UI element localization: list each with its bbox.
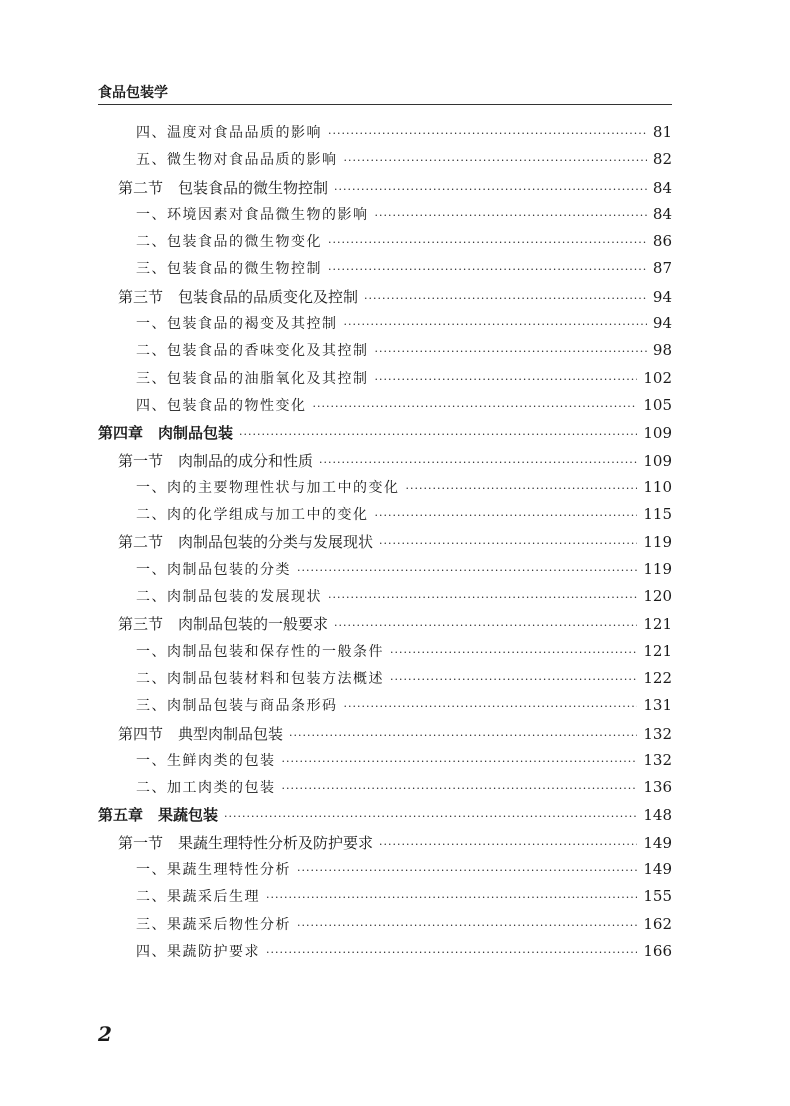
toc-entry-title: 二、包装食品的香味变化及其控制 xyxy=(136,343,369,360)
toc-section-row[interactable] xyxy=(98,450,672,477)
toc-item-row[interactable] xyxy=(98,368,672,395)
dot-leader xyxy=(328,591,637,604)
toc-page-number: 119 xyxy=(643,559,672,578)
toc-item-row[interactable] xyxy=(98,149,672,176)
dot-leader xyxy=(239,428,637,441)
toc-section-row[interactable] xyxy=(98,723,672,750)
dot-leader xyxy=(297,564,637,577)
toc-entry-title: 五、微生物对食品品质的影响 xyxy=(136,152,338,169)
toc-section-row[interactable] xyxy=(98,832,672,859)
book-title: 食品包装学 xyxy=(98,85,168,101)
toc-entry-title: 二、果蔬采后生理 xyxy=(136,889,260,906)
dot-leader xyxy=(334,183,647,196)
dot-leader xyxy=(406,482,638,495)
toc-entry-title: 四、果蔬防护要求 xyxy=(136,943,260,960)
toc-item-row[interactable] xyxy=(98,859,672,886)
toc-page-number: 132 xyxy=(643,724,672,743)
toc-entry-title: 二、加工肉类的包装 xyxy=(136,780,276,797)
toc-entry-title: 二、包装食品的微生物变化 xyxy=(136,234,322,251)
toc-section-row[interactable] xyxy=(98,177,672,204)
toc-entry-title: 一、生鲜肉类的包装 xyxy=(136,752,276,769)
toc-entry-title: 第二节 包装食品的微生物控制 xyxy=(118,178,329,197)
toc-page-number: 94 xyxy=(652,287,672,306)
toc-page-number: 87 xyxy=(652,259,672,278)
toc-section-row[interactable] xyxy=(98,531,672,558)
toc-item-row[interactable] xyxy=(98,750,672,777)
toc-page-number: 120 xyxy=(643,587,672,606)
toc-page-number: 131 xyxy=(643,696,672,715)
toc-page-number: 148 xyxy=(643,806,672,825)
toc-item-row[interactable] xyxy=(98,204,672,231)
toc-chapter-row[interactable] xyxy=(98,804,672,831)
toc-page-number: 94 xyxy=(652,314,672,333)
toc-entry-title: 一、环境因素对食品微生物的影响 xyxy=(136,206,369,223)
toc-page-number: 166 xyxy=(643,941,672,960)
dot-leader xyxy=(266,946,637,959)
dot-leader xyxy=(328,263,647,276)
toc-page-number: 105 xyxy=(643,395,672,414)
toc-page-number: 149 xyxy=(643,860,672,879)
toc-entry-title: 三、果蔬采后物性分析 xyxy=(136,916,291,933)
toc-page-number: 136 xyxy=(643,778,672,797)
dot-leader xyxy=(297,864,637,877)
toc-item-row[interactable] xyxy=(98,559,672,586)
dot-leader xyxy=(344,154,647,167)
toc-page-number: 162 xyxy=(643,914,672,933)
toc-item-row[interactable] xyxy=(98,477,672,504)
dot-leader xyxy=(375,509,638,522)
toc-item-row[interactable] xyxy=(98,586,672,613)
toc-entry-title: 一、包装食品的褐变及其控制 xyxy=(136,316,338,333)
dot-leader xyxy=(390,673,637,686)
table-of-contents xyxy=(98,122,672,968)
dot-leader xyxy=(282,782,638,795)
page-number: 2 xyxy=(98,1022,112,1046)
toc-entry-title: 二、肉制品包装材料和包装方法概述 xyxy=(136,670,384,687)
dot-leader xyxy=(282,755,638,768)
toc-entry-title: 第一节 果蔬生理特性分析及防护要求 xyxy=(118,833,374,852)
toc-item-row[interactable] xyxy=(98,941,672,968)
dot-leader xyxy=(344,318,647,331)
toc-entry-title: 二、肉的化学组成与加工中的变化 xyxy=(136,507,369,524)
dot-leader xyxy=(297,919,637,932)
toc-item-row[interactable] xyxy=(98,777,672,804)
toc-page-number: 86 xyxy=(652,232,672,251)
toc-page-number: 115 xyxy=(643,505,672,524)
toc-entry-title: 第四章 肉制品包装 xyxy=(98,424,234,443)
toc-entry-title: 第二节 肉制品包装的分类与发展现状 xyxy=(118,533,374,552)
toc-item-row[interactable] xyxy=(98,340,672,367)
toc-page-number: 149 xyxy=(643,833,672,852)
toc-item-row[interactable] xyxy=(98,395,672,422)
dot-leader xyxy=(319,456,637,469)
toc-item-row[interactable] xyxy=(98,695,672,722)
toc-section-row[interactable] xyxy=(98,613,672,640)
toc-page-number: 122 xyxy=(643,668,672,687)
toc-page-number: 109 xyxy=(643,424,672,443)
toc-entry-title: 二、肉制品包装的发展现状 xyxy=(136,589,322,606)
dot-leader xyxy=(375,209,647,222)
toc-item-row[interactable] xyxy=(98,231,672,258)
dot-leader xyxy=(289,729,637,742)
toc-entry-title: 第三节 肉制品包装的一般要求 xyxy=(118,615,329,634)
toc-page-number: 155 xyxy=(643,887,672,906)
dot-leader xyxy=(266,891,637,904)
dot-leader xyxy=(379,537,637,550)
toc-page-number: 84 xyxy=(652,178,672,197)
toc-item-row[interactable] xyxy=(98,122,672,149)
toc-item-row[interactable] xyxy=(98,668,672,695)
running-header xyxy=(98,84,672,105)
toc-entry-title: 三、包装食品的微生物控制 xyxy=(136,261,322,278)
dot-leader xyxy=(375,373,638,386)
toc-page-number: 98 xyxy=(652,341,672,360)
toc-page-number: 84 xyxy=(652,204,672,223)
toc-entry-title: 一、肉的主要物理性状与加工中的变化 xyxy=(136,479,400,496)
toc-chapter-row[interactable] xyxy=(98,422,672,449)
toc-item-row[interactable] xyxy=(98,313,672,340)
dot-leader xyxy=(313,400,638,413)
dot-leader xyxy=(328,127,647,140)
toc-section-row[interactable] xyxy=(98,286,672,313)
dot-leader xyxy=(344,700,638,713)
toc-page-number: 81 xyxy=(652,123,672,141)
toc-item-row[interactable] xyxy=(98,641,672,668)
toc-entry-title: 四、包装食品的物性变化 xyxy=(136,397,307,414)
toc-page-number: 119 xyxy=(643,533,672,552)
dot-leader xyxy=(390,646,637,659)
toc-entry-title: 一、果蔬生理特性分析 xyxy=(136,862,291,879)
dot-leader xyxy=(328,236,647,249)
dot-leader xyxy=(375,345,647,358)
toc-page-number: 109 xyxy=(643,451,672,470)
toc-item-row[interactable] xyxy=(98,886,672,913)
toc-entry-title: 第四节 典型肉制品包装 xyxy=(118,724,284,743)
toc-entry-title: 四、温度对食品品质的影响 xyxy=(136,125,322,141)
toc-page-number: 102 xyxy=(643,368,672,387)
toc-page-number: 121 xyxy=(643,641,672,660)
toc-entry-title: 三、肉制品包装与商品条形码 xyxy=(136,698,338,715)
dot-leader xyxy=(334,619,637,632)
toc-entry-title: 一、肉制品包装和保存性的一般条件 xyxy=(136,643,384,660)
toc-page-number: 110 xyxy=(643,477,672,496)
toc-entry-title: 第三节 包装食品的品质变化及控制 xyxy=(118,287,359,306)
toc-item-row[interactable] xyxy=(98,504,672,531)
toc-item-row[interactable] xyxy=(98,914,672,941)
toc-entry-title: 第一节 肉制品的成分和性质 xyxy=(118,451,314,470)
dot-leader xyxy=(379,838,637,851)
dot-leader xyxy=(224,810,637,823)
toc-entry-title: 三、包装食品的油脂氧化及其控制 xyxy=(136,370,369,387)
toc-page-number: 132 xyxy=(643,750,672,769)
toc-item-row[interactable] xyxy=(98,258,672,285)
toc-page-number: 82 xyxy=(652,150,672,169)
toc-page-number: 121 xyxy=(643,615,672,634)
dot-leader xyxy=(364,292,647,305)
toc-entry-title: 一、肉制品包装的分类 xyxy=(136,561,291,578)
toc-entry-title: 第五章 果蔬包装 xyxy=(98,806,219,825)
